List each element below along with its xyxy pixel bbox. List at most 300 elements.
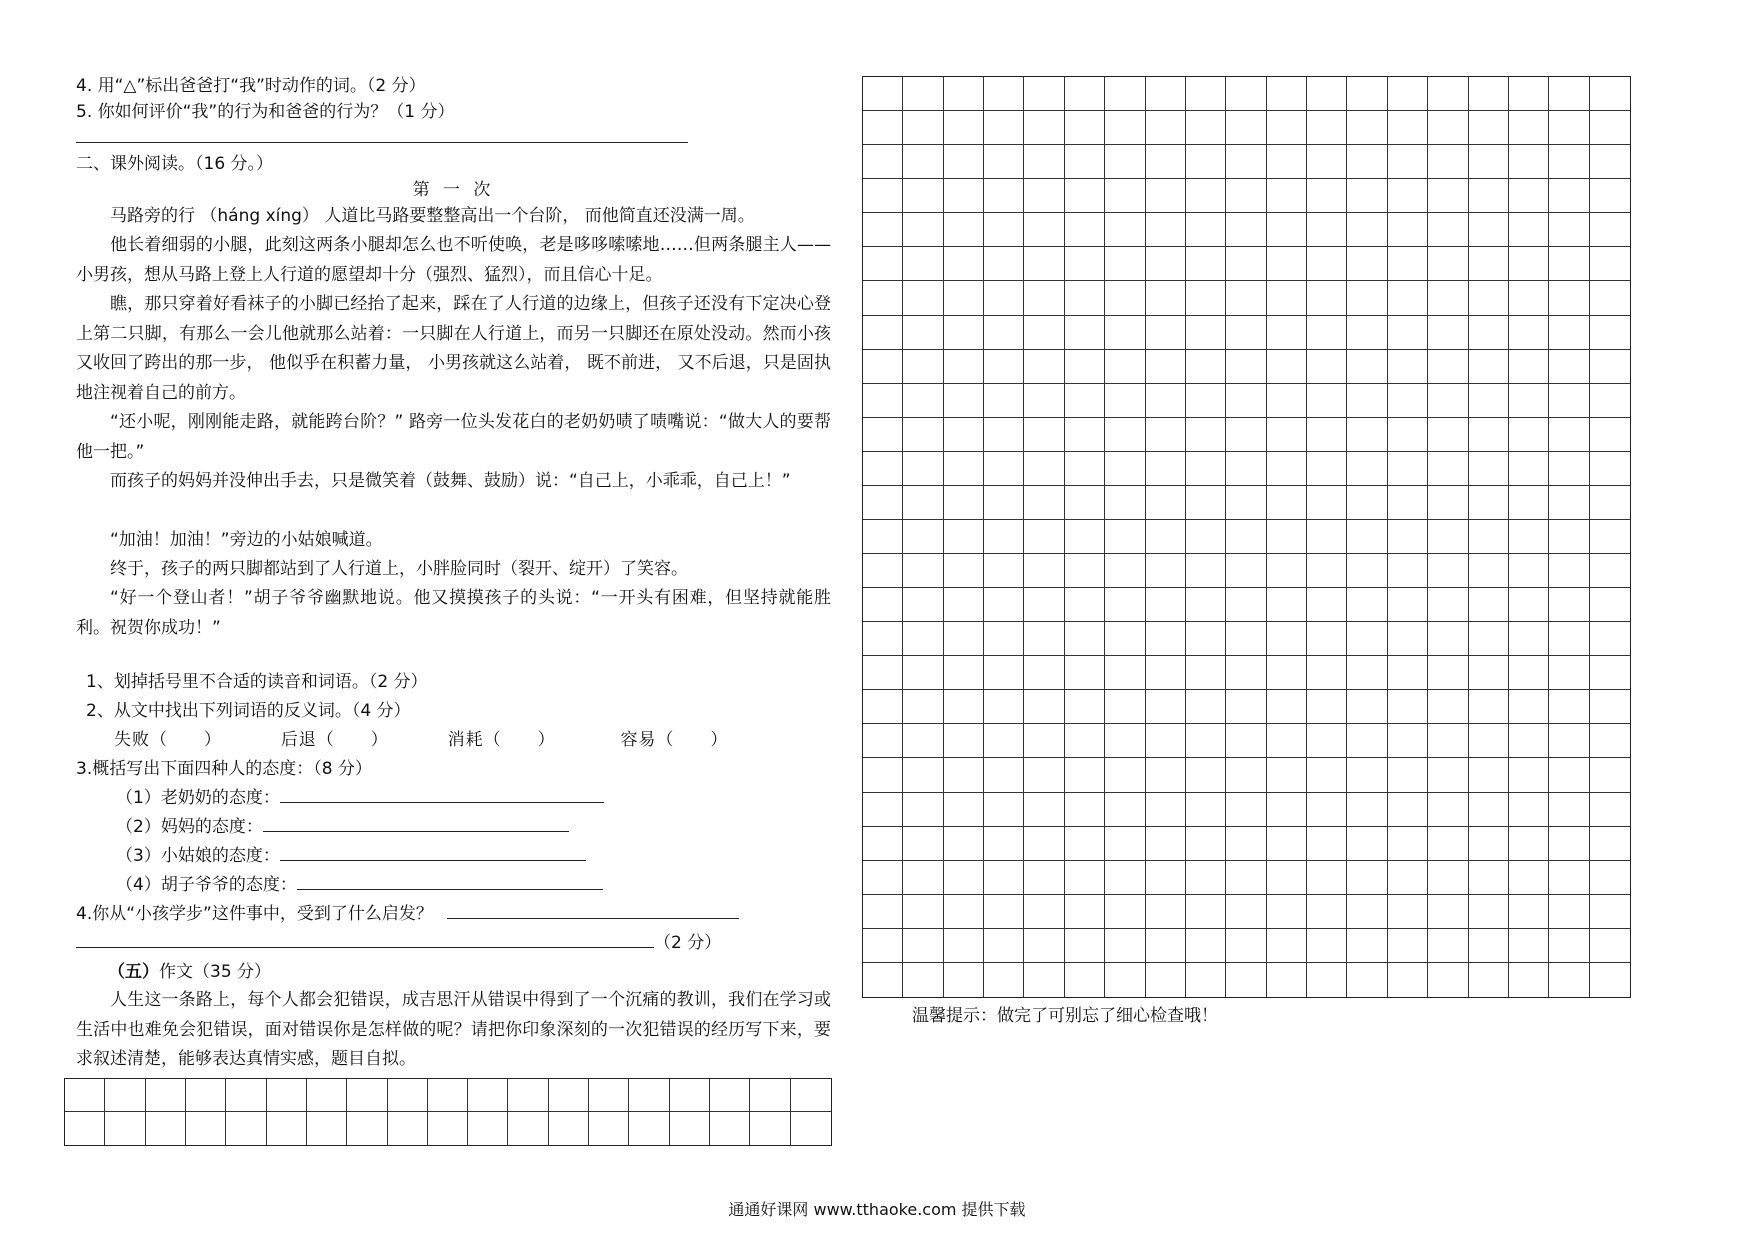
grid-cell[interactable] (1469, 929, 1509, 963)
grid-cell[interactable] (1186, 486, 1226, 520)
grid-cell[interactable] (944, 418, 984, 452)
grid-cell[interactable] (1065, 656, 1105, 690)
grid-cell[interactable] (1105, 622, 1145, 656)
attitude-answer-2[interactable] (263, 816, 569, 832)
antonym-3[interactable]: 消耗（ ） (447, 730, 556, 750)
grid-cell[interactable] (903, 384, 943, 418)
grid-cell[interactable] (1186, 588, 1226, 622)
grid-cell[interactable] (1469, 486, 1509, 520)
grid-cell[interactable] (1267, 929, 1307, 963)
grid-cell[interactable] (1267, 452, 1307, 486)
q4-answer-line-1[interactable] (447, 903, 739, 919)
grid-cell[interactable] (863, 145, 903, 179)
grid-cell[interactable] (1186, 622, 1226, 656)
grid-cell[interactable] (1347, 384, 1387, 418)
grid-cell[interactable] (1469, 793, 1509, 827)
grid-cell[interactable] (1590, 758, 1630, 792)
grid-cell[interactable] (944, 827, 984, 861)
grid-cell[interactable] (1388, 213, 1428, 247)
grid-cell[interactable] (750, 1079, 790, 1112)
grid-cell[interactable] (903, 895, 943, 929)
grid-cell[interactable] (1347, 316, 1387, 350)
grid-cell[interactable] (944, 350, 984, 384)
grid-cell[interactable] (1146, 520, 1186, 554)
grid-cell[interactable] (1428, 77, 1468, 111)
composition-grid-bottom[interactable] (64, 1078, 832, 1146)
grid-cell[interactable] (1347, 554, 1387, 588)
grid-cell[interactable] (1226, 77, 1266, 111)
grid-cell[interactable] (1307, 111, 1347, 145)
grid-cell[interactable] (1307, 861, 1347, 895)
grid-cell[interactable] (903, 520, 943, 554)
grid-cell[interactable] (1024, 111, 1064, 145)
grid-cell[interactable] (1267, 861, 1307, 895)
grid-cell[interactable] (1509, 827, 1549, 861)
grid-cell[interactable] (1347, 418, 1387, 452)
grid-cell[interactable] (1347, 520, 1387, 554)
grid-cell[interactable] (1347, 588, 1387, 622)
grid-cell[interactable] (589, 1112, 629, 1145)
grid-cell[interactable] (984, 656, 1024, 690)
grid-cell[interactable] (1146, 111, 1186, 145)
grid-cell[interactable] (903, 452, 943, 486)
grid-cell[interactable] (903, 418, 943, 452)
grid-cell[interactable] (1024, 554, 1064, 588)
grid-cell[interactable] (1509, 554, 1549, 588)
grid-cell[interactable] (863, 486, 903, 520)
grid-cell[interactable] (1146, 758, 1186, 792)
attitude-answer-1[interactable] (280, 787, 604, 803)
grid-cell[interactable] (1428, 111, 1468, 145)
grid-cell[interactable] (984, 384, 1024, 418)
grid-cell[interactable] (1347, 827, 1387, 861)
grid-cell[interactable] (1590, 895, 1630, 929)
grid-cell[interactable] (1307, 281, 1347, 315)
grid-cell[interactable] (1549, 656, 1589, 690)
grid-cell[interactable] (1388, 486, 1428, 520)
grid-cell[interactable] (1469, 247, 1509, 281)
grid-cell[interactable] (1226, 656, 1266, 690)
grid-cell[interactable] (1307, 213, 1347, 247)
grid-cell[interactable] (1509, 724, 1549, 758)
grid-cell[interactable] (1024, 690, 1064, 724)
grid-cell[interactable] (1428, 179, 1468, 213)
grid-cell[interactable] (1469, 111, 1509, 145)
grid-cell[interactable] (903, 316, 943, 350)
grid-cell[interactable] (903, 690, 943, 724)
grid-cell[interactable] (1509, 179, 1549, 213)
grid-cell[interactable] (1428, 316, 1468, 350)
grid-cell[interactable] (984, 77, 1024, 111)
grid-cell[interactable] (1509, 145, 1549, 179)
grid-cell[interactable] (1065, 827, 1105, 861)
grid-cell[interactable] (1146, 656, 1186, 690)
grid-cell[interactable] (863, 690, 903, 724)
grid-cell[interactable] (1590, 929, 1630, 963)
grid-cell[interactable] (750, 1112, 790, 1145)
grid-cell[interactable] (1509, 111, 1549, 145)
grid-cell[interactable] (1347, 690, 1387, 724)
attitude-answer-4[interactable] (297, 874, 603, 890)
grid-cell[interactable] (1549, 895, 1589, 929)
grid-cell[interactable] (984, 588, 1024, 622)
grid-cell[interactable] (1549, 316, 1589, 350)
grid-cell[interactable] (903, 929, 943, 963)
grid-cell[interactable] (1186, 793, 1226, 827)
grid-cell[interactable] (1065, 316, 1105, 350)
grid-cell[interactable] (1065, 486, 1105, 520)
grid-cell[interactable] (1024, 486, 1064, 520)
grid-cell[interactable] (1024, 520, 1064, 554)
grid-cell[interactable] (1105, 247, 1145, 281)
grid-cell[interactable] (984, 758, 1024, 792)
antonym-2[interactable]: 后退（ ） (280, 730, 389, 750)
attitude-answer-3[interactable] (280, 845, 586, 861)
grid-cell[interactable] (1186, 929, 1226, 963)
grid-cell[interactable] (1590, 77, 1630, 111)
grid-cell[interactable] (1469, 179, 1509, 213)
composition-grid-main[interactable] (862, 76, 1631, 998)
grid-cell[interactable] (944, 384, 984, 418)
grid-cell[interactable] (1469, 418, 1509, 452)
grid-cell[interactable] (1186, 690, 1226, 724)
grid-cell[interactable] (105, 1112, 145, 1145)
grid-cell[interactable] (984, 350, 1024, 384)
grid-cell[interactable] (903, 793, 943, 827)
grid-cell[interactable] (1065, 588, 1105, 622)
grid-cell[interactable] (1105, 418, 1145, 452)
grid-cell[interactable] (1146, 179, 1186, 213)
grid-cell[interactable] (1347, 452, 1387, 486)
grid-cell[interactable] (1307, 554, 1347, 588)
grid-cell[interactable] (1428, 418, 1468, 452)
grid-cell[interactable] (1105, 452, 1145, 486)
grid-cell[interactable] (146, 1112, 186, 1145)
grid-cell[interactable] (1347, 77, 1387, 111)
grid-cell[interactable] (1469, 520, 1509, 554)
grid-cell[interactable] (863, 384, 903, 418)
grid-cell[interactable] (1267, 418, 1307, 452)
grid-cell[interactable] (549, 1112, 589, 1145)
grid-cell[interactable] (1549, 452, 1589, 486)
grid-cell[interactable] (1065, 247, 1105, 281)
grid-cell[interactable] (1509, 247, 1549, 281)
grid-cell[interactable] (1065, 861, 1105, 895)
grid-cell[interactable] (1226, 793, 1266, 827)
grid-cell[interactable] (1105, 861, 1145, 895)
grid-cell[interactable] (1388, 963, 1428, 997)
grid-cell[interactable] (1105, 145, 1145, 179)
grid-cell[interactable] (1186, 179, 1226, 213)
grid-cell[interactable] (1307, 724, 1347, 758)
grid-cell[interactable] (863, 861, 903, 895)
grid-cell[interactable] (105, 1079, 145, 1112)
grid-cell[interactable] (1065, 384, 1105, 418)
grid-cell[interactable] (1146, 486, 1186, 520)
grid-cell[interactable] (1186, 827, 1226, 861)
grid-cell[interactable] (903, 622, 943, 656)
grid-cell[interactable] (1146, 963, 1186, 997)
grid-cell[interactable] (791, 1112, 831, 1145)
grid-cell[interactable] (267, 1079, 307, 1112)
grid-cell[interactable] (1549, 588, 1589, 622)
grid-cell[interactable] (1307, 963, 1347, 997)
grid-cell[interactable] (1549, 520, 1589, 554)
grid-cell[interactable] (1388, 827, 1428, 861)
grid-cell[interactable] (1065, 145, 1105, 179)
grid-cell[interactable] (1428, 213, 1468, 247)
grid-cell[interactable] (903, 350, 943, 384)
grid-cell[interactable] (1226, 554, 1266, 588)
grid-cell[interactable] (710, 1079, 750, 1112)
grid-cell[interactable] (1146, 316, 1186, 350)
grid-cell[interactable] (710, 1112, 750, 1145)
grid-cell[interactable] (1267, 622, 1307, 656)
grid-cell[interactable] (1186, 350, 1226, 384)
grid-cell[interactable] (863, 793, 903, 827)
grid-cell[interactable] (1105, 827, 1145, 861)
grid-cell[interactable] (1347, 247, 1387, 281)
grid-cell[interactable] (1347, 111, 1387, 145)
grid-cell[interactable] (1347, 724, 1387, 758)
grid-cell[interactable] (944, 554, 984, 588)
grid-cell[interactable] (1065, 724, 1105, 758)
grid-cell[interactable] (863, 247, 903, 281)
grid-cell[interactable] (1024, 247, 1064, 281)
grid-cell[interactable] (1065, 111, 1105, 145)
grid-cell[interactable] (1509, 895, 1549, 929)
grid-cell[interactable] (1428, 724, 1468, 758)
grid-cell[interactable] (1226, 929, 1266, 963)
grid-cell[interactable] (1428, 145, 1468, 179)
grid-cell[interactable] (1509, 418, 1549, 452)
grid-cell[interactable] (944, 486, 984, 520)
grid-cell[interactable] (1388, 77, 1428, 111)
grid-cell[interactable] (1428, 486, 1468, 520)
grid-cell[interactable] (1590, 418, 1630, 452)
grid-cell[interactable] (1024, 145, 1064, 179)
grid-cell[interactable] (1146, 247, 1186, 281)
grid-cell[interactable] (1226, 622, 1266, 656)
grid-cell[interactable] (1226, 588, 1266, 622)
grid-cell[interactable] (1428, 758, 1468, 792)
grid-cell[interactable] (1105, 758, 1145, 792)
grid-cell[interactable] (1469, 281, 1509, 315)
grid-cell[interactable] (1307, 622, 1347, 656)
grid-cell[interactable] (863, 724, 903, 758)
grid-cell[interactable] (1347, 963, 1387, 997)
grid-cell[interactable] (1549, 111, 1589, 145)
grid-cell[interactable] (1024, 656, 1064, 690)
grid-cell[interactable] (347, 1079, 387, 1112)
grid-cell[interactable] (944, 963, 984, 997)
grid-cell[interactable] (1186, 554, 1226, 588)
grid-cell[interactable] (508, 1079, 548, 1112)
grid-cell[interactable] (944, 656, 984, 690)
grid-cell[interactable] (1307, 793, 1347, 827)
grid-cell[interactable] (1307, 827, 1347, 861)
grid-cell[interactable] (307, 1079, 347, 1112)
grid-cell[interactable] (1549, 247, 1589, 281)
grid-cell[interactable] (1267, 77, 1307, 111)
q4-answer-line-2[interactable] (76, 932, 654, 948)
grid-cell[interactable] (1347, 656, 1387, 690)
grid-cell[interactable] (1590, 554, 1630, 588)
grid-cell[interactable] (1267, 111, 1307, 145)
grid-cell[interactable] (903, 213, 943, 247)
grid-cell[interactable] (65, 1079, 105, 1112)
grid-cell[interactable] (1267, 213, 1307, 247)
grid-cell[interactable] (1509, 520, 1549, 554)
grid-cell[interactable] (1347, 350, 1387, 384)
grid-cell[interactable] (1186, 452, 1226, 486)
grid-cell[interactable] (1307, 588, 1347, 622)
grid-cell[interactable] (1590, 384, 1630, 418)
grid-cell[interactable] (1347, 793, 1387, 827)
grid-cell[interactable] (1388, 418, 1428, 452)
grid-cell[interactable] (863, 622, 903, 656)
grid-cell[interactable] (1226, 520, 1266, 554)
grid-cell[interactable] (1024, 213, 1064, 247)
grid-cell[interactable] (1388, 929, 1428, 963)
grid-cell[interactable] (1388, 861, 1428, 895)
grid-cell[interactable] (1267, 656, 1307, 690)
grid-cell[interactable] (347, 1112, 387, 1145)
grid-cell[interactable] (1226, 486, 1266, 520)
grid-cell[interactable] (944, 213, 984, 247)
grid-cell[interactable] (903, 963, 943, 997)
grid-cell[interactable] (468, 1112, 508, 1145)
grid-cell[interactable] (1146, 145, 1186, 179)
grid-cell[interactable] (984, 724, 1024, 758)
grid-cell[interactable] (1307, 758, 1347, 792)
grid-cell[interactable] (1590, 111, 1630, 145)
grid-cell[interactable] (903, 281, 943, 315)
grid-cell[interactable] (267, 1112, 307, 1145)
grid-cell[interactable] (1428, 793, 1468, 827)
grid-cell[interactable] (307, 1112, 347, 1145)
grid-cell[interactable] (1307, 895, 1347, 929)
grid-cell[interactable] (1024, 77, 1064, 111)
grid-cell[interactable] (863, 588, 903, 622)
grid-cell[interactable] (1549, 213, 1589, 247)
grid-cell[interactable] (1186, 963, 1226, 997)
grid-cell[interactable] (1186, 213, 1226, 247)
grid-cell[interactable] (1307, 145, 1347, 179)
grid-cell[interactable] (1428, 929, 1468, 963)
grid-cell[interactable] (984, 963, 1024, 997)
grid-cell[interactable] (1226, 827, 1266, 861)
grid-cell[interactable] (1469, 350, 1509, 384)
grid-cell[interactable] (944, 452, 984, 486)
grid-cell[interactable] (1226, 179, 1266, 213)
grid-cell[interactable] (1590, 316, 1630, 350)
grid-cell[interactable] (944, 588, 984, 622)
grid-cell[interactable] (1590, 145, 1630, 179)
grid-cell[interactable] (1267, 827, 1307, 861)
grid-cell[interactable] (944, 690, 984, 724)
grid-cell[interactable] (1549, 690, 1589, 724)
grid-cell[interactable] (903, 486, 943, 520)
grid-cell[interactable] (1388, 690, 1428, 724)
grid-cell[interactable] (903, 656, 943, 690)
grid-cell[interactable] (984, 213, 1024, 247)
grid-cell[interactable] (1388, 793, 1428, 827)
grid-cell[interactable] (944, 316, 984, 350)
grid-cell[interactable] (1347, 281, 1387, 315)
grid-cell[interactable] (1186, 247, 1226, 281)
grid-cell[interactable] (863, 179, 903, 213)
grid-cell[interactable] (1024, 384, 1064, 418)
grid-cell[interactable] (984, 111, 1024, 145)
grid-cell[interactable] (1347, 895, 1387, 929)
grid-cell[interactable] (1226, 281, 1266, 315)
grid-cell[interactable] (428, 1112, 468, 1145)
grid-cell[interactable] (1267, 554, 1307, 588)
grid-cell[interactable] (1105, 895, 1145, 929)
grid-cell[interactable] (863, 554, 903, 588)
grid-cell[interactable] (1388, 724, 1428, 758)
grid-cell[interactable] (1105, 486, 1145, 520)
grid-cell[interactable] (1388, 656, 1428, 690)
grid-cell[interactable] (1428, 827, 1468, 861)
grid-cell[interactable] (1186, 316, 1226, 350)
grid-cell[interactable] (1428, 690, 1468, 724)
grid-cell[interactable] (903, 247, 943, 281)
grid-cell[interactable] (1105, 554, 1145, 588)
grid-cell[interactable] (1388, 452, 1428, 486)
grid-cell[interactable] (1024, 758, 1064, 792)
grid-cell[interactable] (1469, 724, 1509, 758)
grid-cell[interactable] (1267, 963, 1307, 997)
grid-cell[interactable] (944, 111, 984, 145)
grid-cell[interactable] (903, 758, 943, 792)
grid-cell[interactable] (1267, 724, 1307, 758)
grid-cell[interactable] (1469, 554, 1509, 588)
grid-cell[interactable] (1590, 281, 1630, 315)
grid-cell[interactable] (1024, 588, 1064, 622)
grid-cell[interactable] (1267, 247, 1307, 281)
grid-cell[interactable] (1024, 929, 1064, 963)
grid-cell[interactable] (1469, 622, 1509, 656)
grid-cell[interactable] (1307, 247, 1347, 281)
grid-cell[interactable] (1024, 827, 1064, 861)
grid-cell[interactable] (388, 1079, 428, 1112)
grid-cell[interactable] (903, 554, 943, 588)
grid-cell[interactable] (863, 418, 903, 452)
grid-cell[interactable] (903, 111, 943, 145)
grid-cell[interactable] (903, 861, 943, 895)
grid-cell[interactable] (1590, 520, 1630, 554)
grid-cell[interactable] (1388, 384, 1428, 418)
grid-cell[interactable] (1186, 724, 1226, 758)
grid-cell[interactable] (1024, 793, 1064, 827)
grid-cell[interactable] (1146, 895, 1186, 929)
grid-cell[interactable] (1347, 179, 1387, 213)
grid-cell[interactable] (1105, 281, 1145, 315)
grid-cell[interactable] (1590, 588, 1630, 622)
grid-cell[interactable] (1146, 213, 1186, 247)
grid-cell[interactable] (1549, 77, 1589, 111)
grid-cell[interactable] (903, 827, 943, 861)
grid-cell[interactable] (1509, 452, 1549, 486)
grid-cell[interactable] (1267, 793, 1307, 827)
grid-cell[interactable] (1024, 179, 1064, 213)
grid-cell[interactable] (1226, 247, 1266, 281)
grid-cell[interactable] (1428, 588, 1468, 622)
grid-cell[interactable] (1267, 281, 1307, 315)
grid-cell[interactable] (1267, 520, 1307, 554)
